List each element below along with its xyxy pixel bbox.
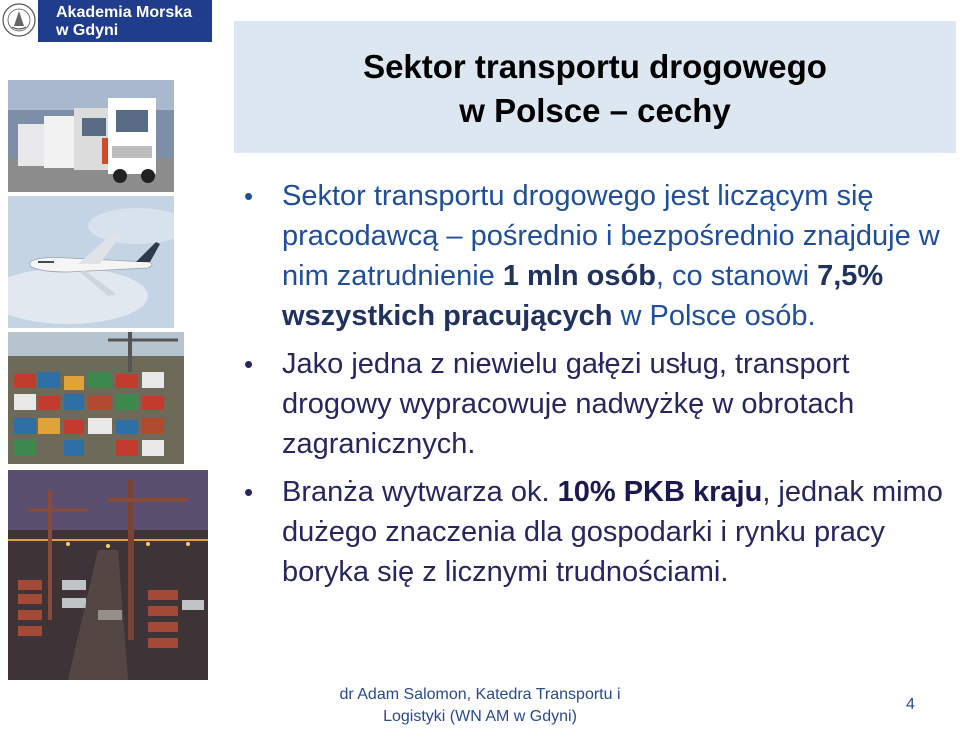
bullet-1-text-a: Sektor transportu drogowego jest liczącym się pracodawcą – pośrednio i bezpośrednio znajduje w nim zatrudnienie — [282, 180, 940, 292]
footer-line-1: dr Adam Salomon, Katedra Transportu i — [339, 686, 621, 703]
container-port-photo — [8, 332, 184, 464]
bullet-3-text-b: , jednak mimo dużego znaczenia dla gospodarki i rynku pracy boryka się z licznymi trudnościami. — [282, 476, 943, 588]
bullet-1-highlight-percent: 7,5% wszystkich pracujących — [282, 260, 884, 332]
trucks-photo — [8, 80, 174, 192]
bullet-1-text-b: , co stanowi — [655, 260, 818, 292]
title-line-2: w Polsce – cechy — [459, 92, 731, 129]
bullet-1-highlight-employees: 1 mln osób — [502, 260, 656, 292]
footer-author — [310, 684, 650, 728]
bullet-2-text: Jako jedna z niewielu gałęzi usług, transport drogowy wypracowuje nadwyżkę w obrotach zagranicznych. — [282, 348, 855, 460]
bullet-item-employment — [244, 176, 956, 336]
bullet-item-gdp — [244, 472, 956, 592]
academy-logo — [0, 0, 212, 42]
logo-line-2: w Gdyni — [56, 22, 119, 39]
bullet-list — [244, 176, 956, 600]
bullet-item-trade-surplus — [244, 344, 956, 464]
night-port-photo — [8, 470, 208, 680]
academy-seal-icon — [2, 0, 36, 40]
title-box — [234, 21, 956, 153]
logo-line-1: Akademia Morska — [56, 4, 193, 21]
title-line-1: Sektor transportu drogowego — [363, 48, 827, 85]
slide-title — [234, 45, 956, 133]
bullet-1-text-c: w Polsce osób. — [612, 300, 816, 332]
logo-banner — [38, 0, 212, 42]
bullet-3-text-a: Branża wytwarza ok. — [282, 476, 558, 508]
photo-column — [8, 80, 208, 735]
page-number: 4 — [906, 696, 915, 713]
bullet-3-highlight-gdp: 10% PKB kraju — [557, 476, 763, 508]
airplane-photo — [8, 196, 174, 328]
footer-line-2: Logistyki (WN AM w Gdyni) — [383, 708, 577, 725]
